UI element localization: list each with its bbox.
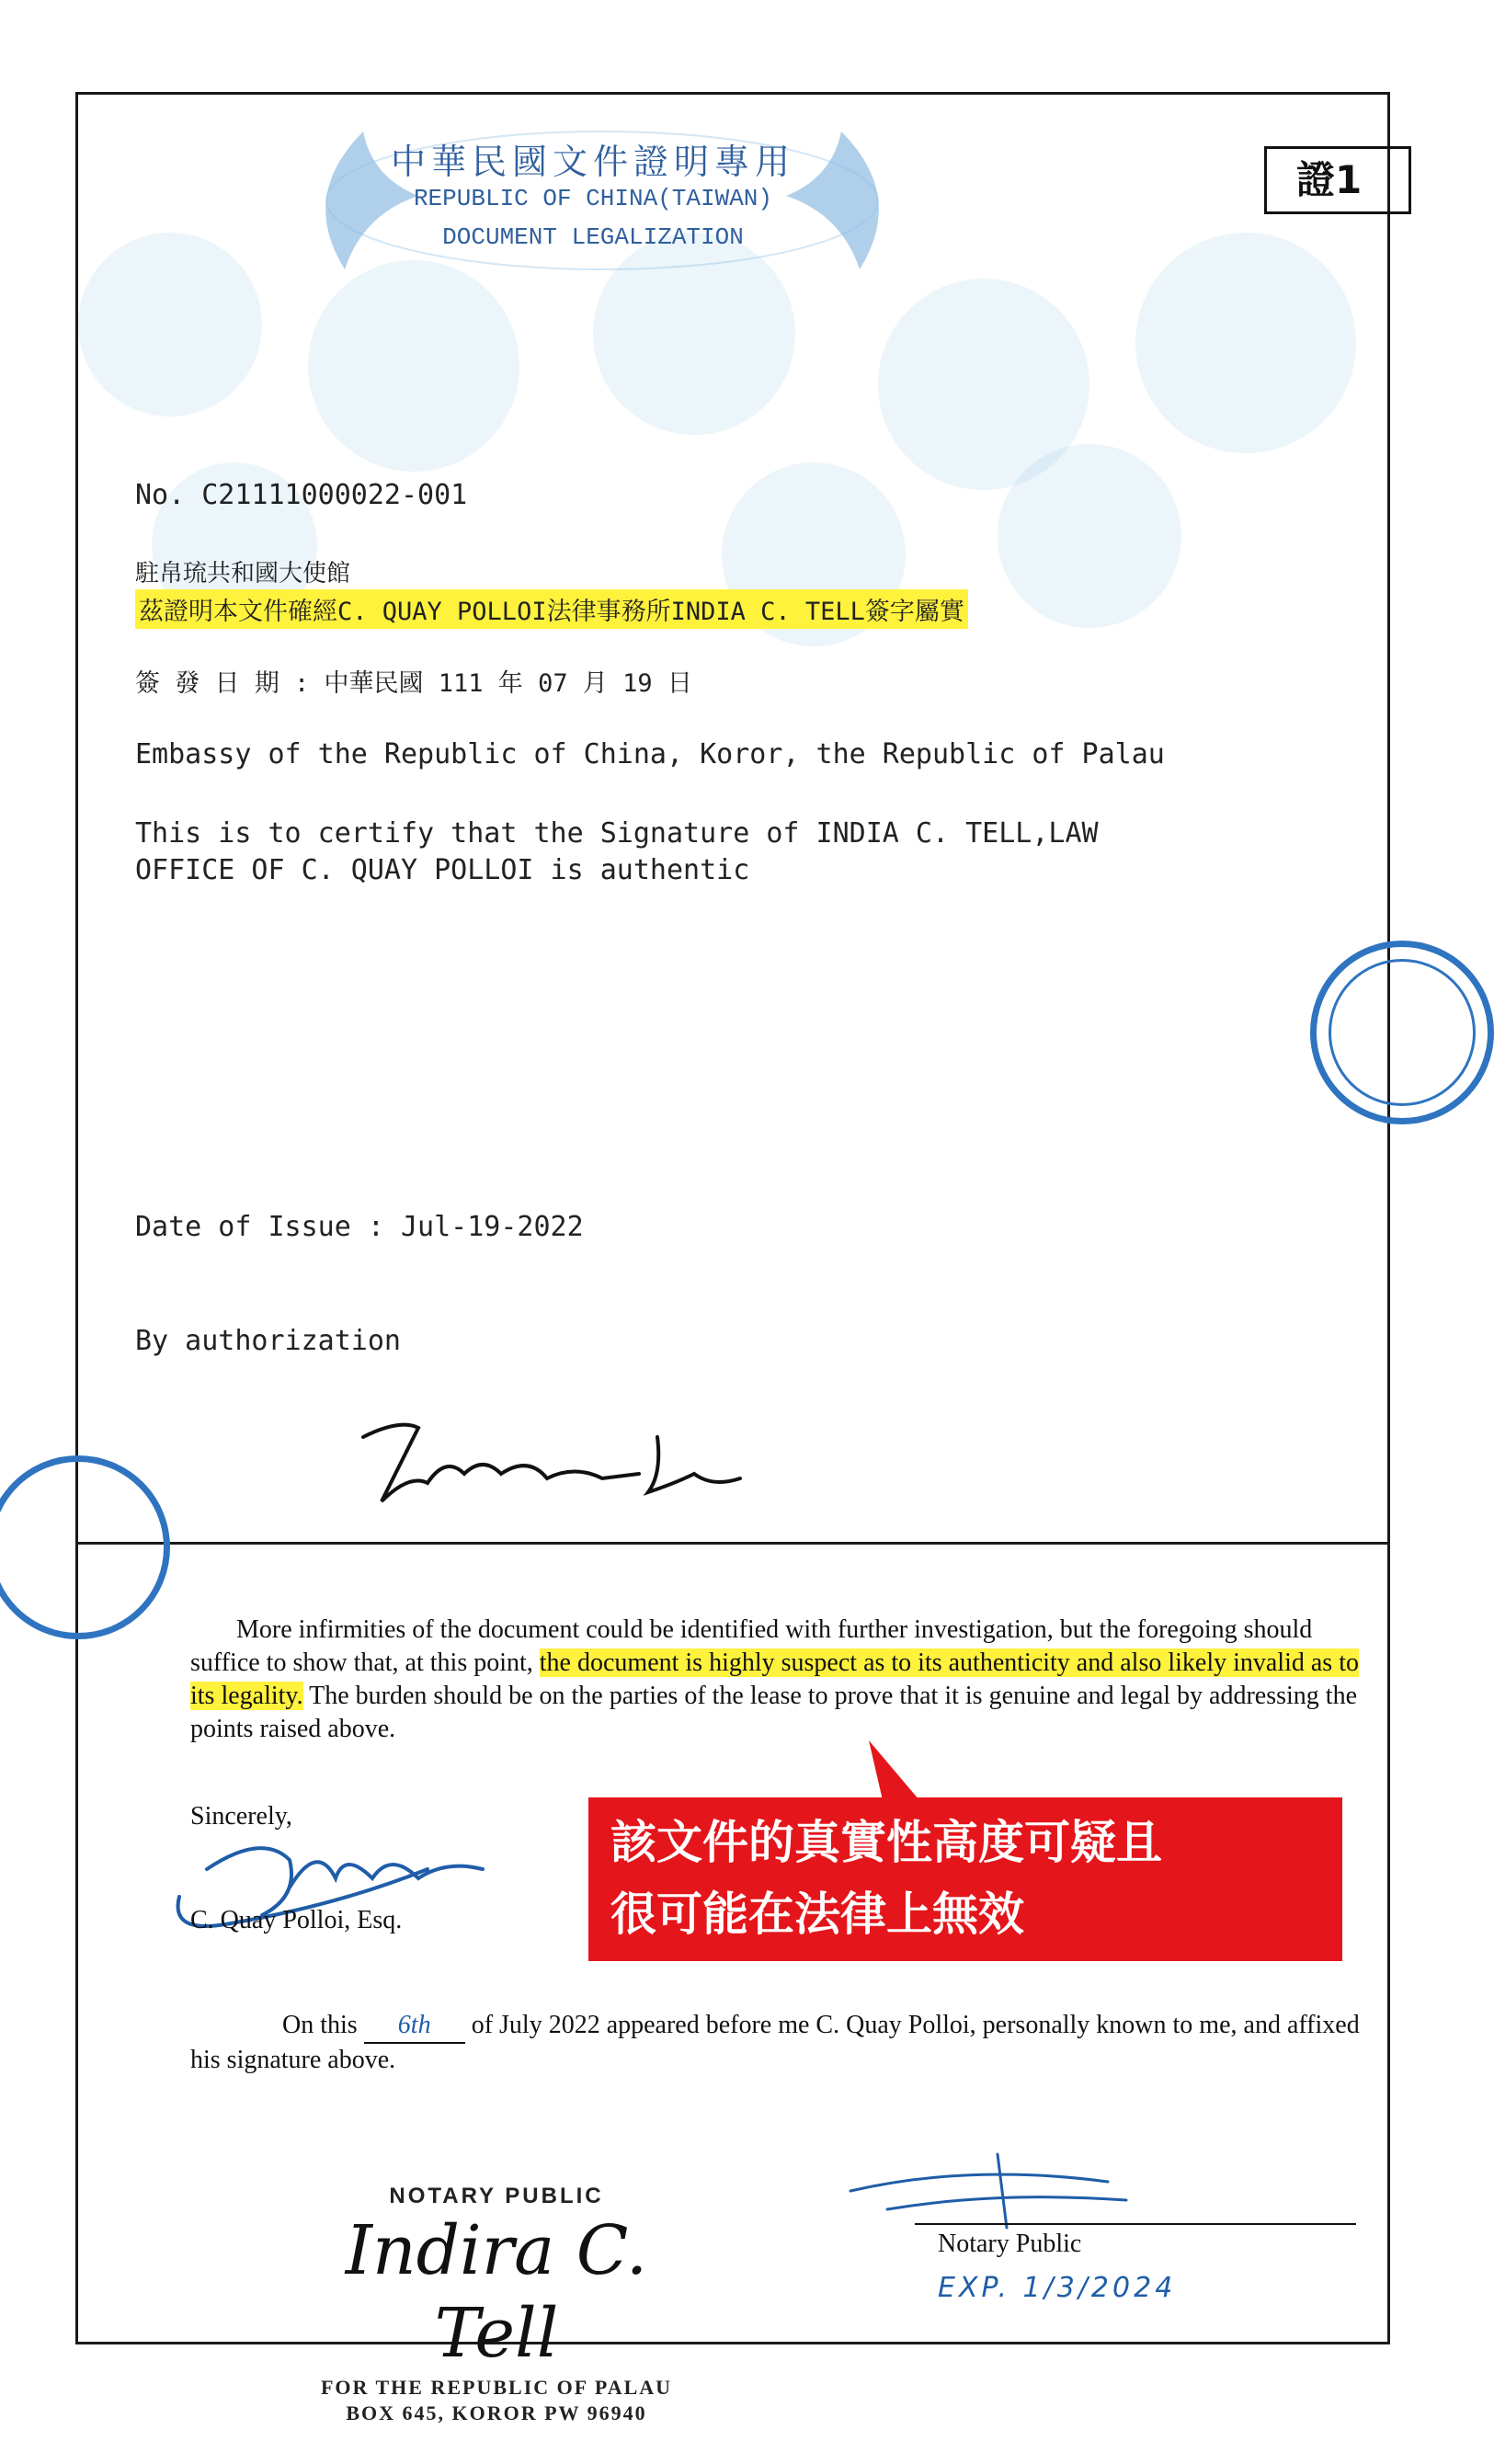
- authorization-label: By authorization: [135, 1325, 401, 1357]
- closing: Sincerely,: [190, 1802, 292, 1831]
- annotation-pointer: [850, 1740, 924, 1805]
- notary-stamp: [294, 2184, 699, 2426]
- header-title-cn: 中華民國文件證明專用: [390, 142, 795, 182]
- annotation-line-2: 很可能在法律上無效: [610, 1888, 1024, 1941]
- highlighted-conclusion: the document is highly suspect as to its authenticity and also likely invalid as to its legality.: [190, 1648, 1359, 1710]
- signature-line: [915, 2223, 1356, 2225]
- issue-date-cn: 簽 發 日 期 : 中華民國 111 年 07 月 19 日: [135, 669, 692, 698]
- signer-name: C. Quay Polloi, Esq.: [190, 1906, 403, 1934]
- stamp-line-2: BOX 645, KOROR PW 96940: [346, 2401, 647, 2424]
- header-title-en: REPUBLIC OF CHINA(TAIWAN): [413, 185, 773, 212]
- paragraph-text: More infirmities of the document could be identified with further investigation, but the foregoing should suffice to show that, at this point,: [190, 1615, 1313, 1677]
- notary-prefix: On this: [282, 2011, 358, 2039]
- watermark: [1135, 233, 1356, 453]
- stamp-line-1: FOR THE REPUBLIC OF PALAU: [320, 2376, 673, 2399]
- partial-seal: [0, 1455, 170, 1639]
- paragraph-text: The burden should be on the parties of the lease to prove that it is genuine and legal by addressing the points raised above.: [190, 1682, 1358, 1743]
- letter-paragraph: [190, 1614, 1376, 1746]
- notary-paragraph: [190, 2009, 1376, 2077]
- annotation-box: [588, 1797, 1342, 1961]
- certify-statement-en-1: This is to certify that the Signature of INDIA C. TELL,LAW: [135, 817, 1099, 850]
- notary-title: Notary Public: [938, 2230, 1082, 2258]
- exhibit-badge: 證1: [1264, 146, 1411, 214]
- embassy-name-cn: 駐帛琉共和國大使館: [135, 560, 351, 587]
- header-subtitle-en: DOCUMENT LEGALIZATION: [442, 223, 744, 251]
- annotation-line-1: 該文件的真實性高度可疑且: [610, 1816, 1162, 1869]
- stamp-name: Indira C. Tell: [345, 2211, 648, 2373]
- notary-day: 6th: [364, 2009, 465, 2044]
- date-of-issue: Date of Issue : Jul-19-2022: [135, 1211, 584, 1243]
- embassy-seal-inner: [1329, 959, 1476, 1106]
- embassy-name-en: Embassy of the Republic of China, Koror, the Republic of Palau: [135, 738, 1165, 770]
- certify-statement-cn: 茲證明本文件確經C. QUAY POLLOI法律事務所INDIA C. TELL簽字屬實: [135, 589, 968, 629]
- certify-statement-en-2: OFFICE OF C. QUAY POLLOI is authentic: [135, 854, 750, 886]
- official-signature: [345, 1400, 786, 1520]
- watermark: [78, 233, 262, 416]
- certificate-number: No. C21111000022-001: [135, 479, 468, 511]
- notary-rest: of July 2022 appeared before me C. Quay Polloi, personally known to me, and affixed his signature above.: [190, 2011, 1360, 2074]
- stamp-heading: NOTARY PUBLIC: [389, 2184, 604, 2208]
- section-divider: [78, 1542, 1387, 1545]
- notary-expiration: EXP. 1/3/2024: [938, 2272, 1177, 2304]
- document-frame: [75, 92, 1390, 2424]
- watermark: [998, 444, 1181, 628]
